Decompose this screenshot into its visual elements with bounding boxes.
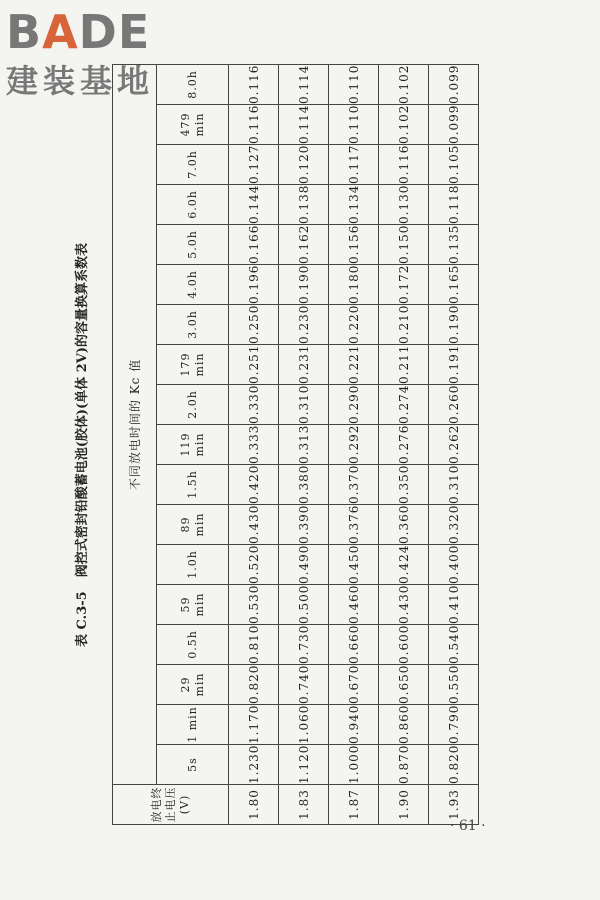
column-header: 59 min (157, 585, 229, 625)
kc-value-cell: 0.210 (379, 305, 429, 345)
table-number: 表 C.3-5 (75, 591, 90, 647)
kc-value-cell: 0.251 (229, 345, 279, 385)
kc-value-cell: 0.230 (279, 305, 329, 345)
kc-value-cell: 0.790 (429, 705, 479, 745)
column-header: 7.0h (157, 145, 229, 185)
table-row (379, 64, 429, 824)
kc-value-cell: 0.190 (429, 305, 479, 345)
kc-value-cell: 0.550 (429, 665, 479, 705)
kc-value-cell: 1.060 (279, 705, 329, 745)
column-header: 2.0h (157, 385, 229, 425)
kc-value-cell: 0.114 (279, 105, 329, 145)
kc-value-cell: 0.150 (379, 225, 429, 265)
kc-value-cell: 0.310 (279, 385, 329, 425)
kc-value-cell: 0.310 (429, 465, 479, 505)
kc-value-cell: 0.530 (229, 585, 279, 625)
logo-subtitle: 建装基地 (6, 62, 155, 100)
column-header: 3.0h (157, 305, 229, 345)
voltage-cell: 1.80 (229, 785, 279, 825)
kc-value-cell: 0.191 (429, 345, 479, 385)
kc-value-cell: 0.231 (279, 345, 329, 385)
kc-value-cell: 0.600 (379, 625, 429, 665)
column-header: 0.5h (157, 625, 229, 665)
column-header: 1.0h (157, 545, 229, 585)
kc-value-cell: 0.740 (279, 665, 329, 705)
kc-value-cell: 0.116 (229, 105, 279, 145)
kc-value-cell: 0.940 (329, 705, 379, 745)
table-caption (70, 65, 96, 825)
column-header: 89 min (157, 505, 229, 545)
kc-value-cell: 0.520 (229, 545, 279, 585)
kc-value-cell: 0.390 (279, 505, 329, 545)
table-row (229, 64, 279, 824)
column-header: 179 min (157, 345, 229, 385)
kc-value-cell: 1.170 (229, 705, 279, 745)
column-header: 4.0h (157, 265, 229, 305)
kc-value-cell: 0.420 (229, 465, 279, 505)
kc-value-cell: 0.135 (429, 225, 479, 265)
kc-value-cell: 0.274 (379, 385, 429, 425)
voltage-cell: 1.83 (279, 785, 329, 825)
table-row (279, 64, 329, 824)
kc-value-cell: 0.196 (229, 265, 279, 305)
kc-value-cell: 0.424 (379, 545, 429, 585)
kc-value-cell: 1.000 (329, 745, 379, 785)
kc-value-cell: 0.820 (229, 665, 279, 705)
kc-value-cell: 0.127 (229, 145, 279, 185)
kc-value-cell: 1.230 (229, 745, 279, 785)
kc-value-cell: 1.120 (279, 745, 329, 785)
column-header-row (157, 64, 229, 824)
kc-value-cell: 0.138 (279, 185, 329, 225)
group-header-cell: 不同放电时间的 Kc 值 (113, 64, 157, 784)
kc-value-cell: 0.172 (379, 265, 429, 305)
kc-value-cell: 0.162 (279, 225, 329, 265)
column-header: 5s (157, 745, 229, 785)
kc-value-cell: 0.490 (279, 545, 329, 585)
kc-value-cell: 0.116 (379, 145, 429, 185)
kc-value-cell: 0.117 (329, 145, 379, 185)
kc-value-cell: 0.110 (329, 105, 379, 145)
kc-value-cell: 0.220 (329, 305, 379, 345)
kc-value-cell: 0.134 (329, 185, 379, 225)
page-number: · 61 · (450, 818, 486, 834)
logo-wordmark: BADE (6, 5, 151, 59)
kc-value-cell: 0.380 (279, 465, 329, 505)
column-header: 1.5h (157, 465, 229, 505)
kc-value-cell: 0.221 (329, 345, 379, 385)
kc-value-cell: 0.670 (329, 665, 379, 705)
kc-value-cell: 0.450 (329, 545, 379, 585)
column-header: 119 min (157, 425, 229, 465)
kc-value-cell: 0.376 (329, 505, 379, 545)
kc-value-cell: 0.099 (429, 105, 479, 145)
kc-value-cell: 0.330 (229, 385, 279, 425)
voltage-cell: 1.87 (329, 785, 379, 825)
kc-value-cell: 0.333 (229, 425, 279, 465)
kc-value-cell: 0.110 (329, 64, 379, 104)
table-title: 阀控式密封铅酸蓄电池(胶体)(单体 2V)的容量换算系数表 (75, 243, 90, 578)
kc-value-cell: 0.165 (429, 265, 479, 305)
kc-value-cell: 0.820 (429, 745, 479, 785)
kc-value-cell: 0.400 (429, 545, 479, 585)
kc-value-cell: 0.105 (429, 145, 479, 185)
kc-value-cell: 0.102 (379, 105, 429, 145)
kc-value-cell: 0.156 (329, 225, 379, 265)
kc-value-cell: 0.360 (379, 505, 429, 545)
rotated-table-page (70, 65, 480, 825)
column-header: 1 min (157, 705, 229, 745)
kc-value-cell: 0.410 (429, 585, 479, 625)
voltage-cell: 1.90 (379, 785, 429, 825)
kc-value-cell: 0.211 (379, 345, 429, 385)
kc-value-cell: 0.430 (229, 505, 279, 545)
row-header-cell: 放电终止电压(V) (113, 785, 229, 825)
kc-value-cell: 0.290 (329, 385, 379, 425)
kc-value-cell: 0.292 (329, 425, 379, 465)
kc-value-cell: 0.114 (279, 64, 329, 104)
column-header: 8.0h (157, 64, 229, 104)
capacity-coefficient-table (112, 64, 479, 825)
voltage-cell: 1.93 (429, 785, 479, 825)
kc-value-cell: 0.313 (279, 425, 329, 465)
kc-value-cell: 0.860 (379, 705, 429, 745)
column-header: 6.0h (157, 185, 229, 225)
column-header: 479 min (157, 105, 229, 145)
kc-value-cell: 0.276 (379, 425, 429, 465)
kc-value-cell: 0.500 (279, 585, 329, 625)
group-header-row (113, 64, 157, 824)
kc-value-cell: 0.370 (329, 465, 379, 505)
kc-value-cell: 0.120 (279, 145, 329, 185)
kc-value-cell: 0.730 (279, 625, 329, 665)
kc-value-cell: 0.460 (329, 585, 379, 625)
kc-value-cell: 0.250 (229, 305, 279, 345)
kc-value-cell: 0.870 (379, 745, 429, 785)
kc-value-cell: 0.130 (379, 185, 429, 225)
kc-value-cell: 0.320 (429, 505, 479, 545)
table-row (329, 64, 379, 824)
kc-value-cell: 0.144 (229, 185, 279, 225)
kc-value-cell: 0.116 (229, 64, 279, 104)
kc-value-cell: 0.350 (379, 465, 429, 505)
kc-value-cell: 0.190 (279, 265, 329, 305)
kc-value-cell: 0.262 (429, 425, 479, 465)
table-row (429, 64, 479, 824)
kc-value-cell: 0.102 (379, 64, 429, 104)
kc-value-cell: 0.099 (429, 64, 479, 104)
column-header: 29 min (157, 665, 229, 705)
kc-value-cell: 0.260 (429, 385, 479, 425)
column-header: 5.0h (157, 225, 229, 265)
kc-value-cell: 0.810 (229, 625, 279, 665)
kc-value-cell: 0.118 (429, 185, 479, 225)
kc-value-cell: 0.540 (429, 625, 479, 665)
kc-value-cell: 0.430 (379, 585, 429, 625)
kc-value-cell: 0.660 (329, 625, 379, 665)
kc-value-cell: 0.650 (379, 665, 429, 705)
kc-value-cell: 0.166 (229, 225, 279, 265)
kc-value-cell: 0.180 (329, 265, 379, 305)
